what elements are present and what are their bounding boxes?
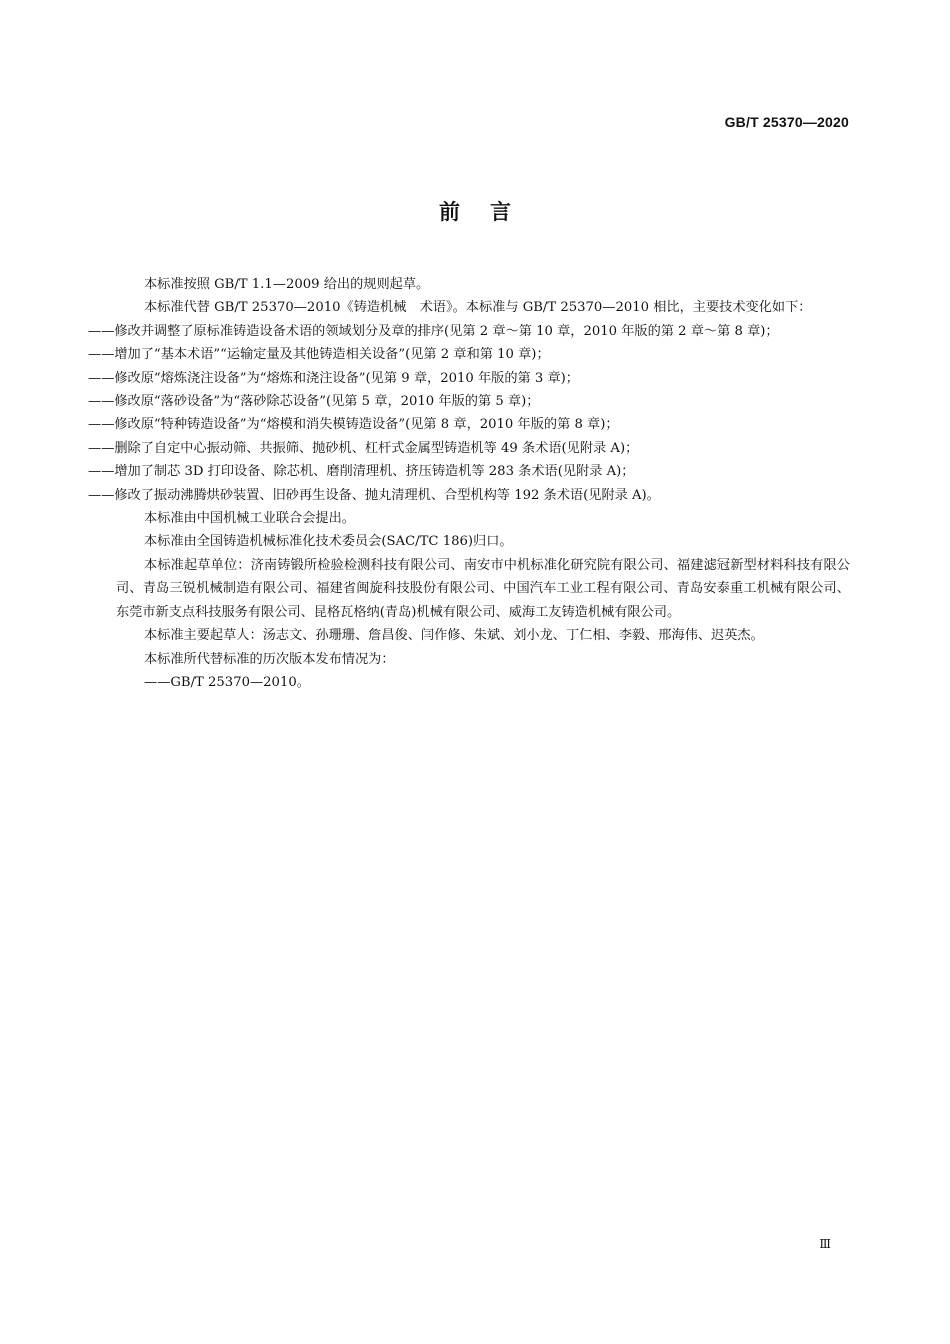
change-item: ——修改了振动沸腾烘砂装置、旧砂再生设备、抛丸清理机、合型机构等 192 条术语(见附录 A)。 xyxy=(88,487,660,503)
document-code: GB/T 25370—2020 xyxy=(724,114,849,130)
replacement-paragraph: 本标准代替 GB/T 25370—2010《铸造机械 术语》。本标准与 GB/T 25370—2010 相比，主要技术变化如下： xyxy=(144,300,812,316)
history-item: ——GB/T 25370—2010。 xyxy=(144,674,310,690)
change-item: ——修改原“落砂设备”为“落砂除芯设备”(见第 5 章，2010 年版的第 5 章)； xyxy=(88,394,540,410)
drafting-units-paragraph: 本标准起草单位：济南铸锻所检验检测科技有限公司、南安市中机标准化研究院有限公司、福建滤冠新型材料科技有限公司、青岛三锐机械制造有限公司、福建省闽旋科技股份有限公司、中国汽车工业工程有限公司、青岛安泰重工机械有限公司、东莞市新支点科技服务有限公司、昆格瓦格纳(青岛)机械有限公司、威海工友铸造机械有限公司。 xyxy=(116,557,850,620)
change-item: ——修改并调整了原标准铸造设备术语的领域划分及章的排序(见第 2 章～第 10 章，2010 年版的第 2 章～第 8 章)； xyxy=(88,323,779,339)
change-item: ——删除了自定中心振动筛、共振筛、抛砂机、杠杆式金属型铸造机等 49 条术语(见附录 A)； xyxy=(88,440,639,456)
page-number: Ⅲ xyxy=(819,1237,831,1251)
history-intro-paragraph: 本标准所代替标准的历次版本发布情况为： xyxy=(144,651,395,667)
centralized-by-paragraph: 本标准由全国铸造机械标准化技术委员会(SAC/TC 186)归口。 xyxy=(144,534,513,550)
foreword-body xyxy=(88,273,850,694)
proposed-by-paragraph: 本标准由中国机械工业联合会提出。 xyxy=(144,511,355,527)
change-item: ——增加了“基本术语”“运输定量及其他铸造相关设备”(见第 2 章和第 10 章)； xyxy=(88,347,550,363)
drafting-rules-paragraph: 本标准按照 GB/T 1.1—2009 给出的规则起草。 xyxy=(144,277,430,292)
drafters-paragraph: 本标准主要起草人：汤志文、孙珊珊、詹昌俊、闫作修、朱斌、刘小龙、丁仁相、李毅、邢海伟、迟英杰。 xyxy=(144,628,764,644)
page-title: 前言 xyxy=(439,200,541,224)
change-item: ——增加了制芯 3D 打印设备、除芯机、磨削清理机、挤压铸造机等 283 条术语(见附录 A)； xyxy=(88,464,635,480)
change-item: ——修改原“熔炼浇注设备”为“熔炼和浇注设备”(见第 9 章，2010 年版的第 3 章)； xyxy=(88,370,579,386)
change-item: ——修改原“特种铸造设备”为“熔模和消失模铸造设备”(见第 8 章，2010 年版的第 8 章)； xyxy=(88,417,619,433)
